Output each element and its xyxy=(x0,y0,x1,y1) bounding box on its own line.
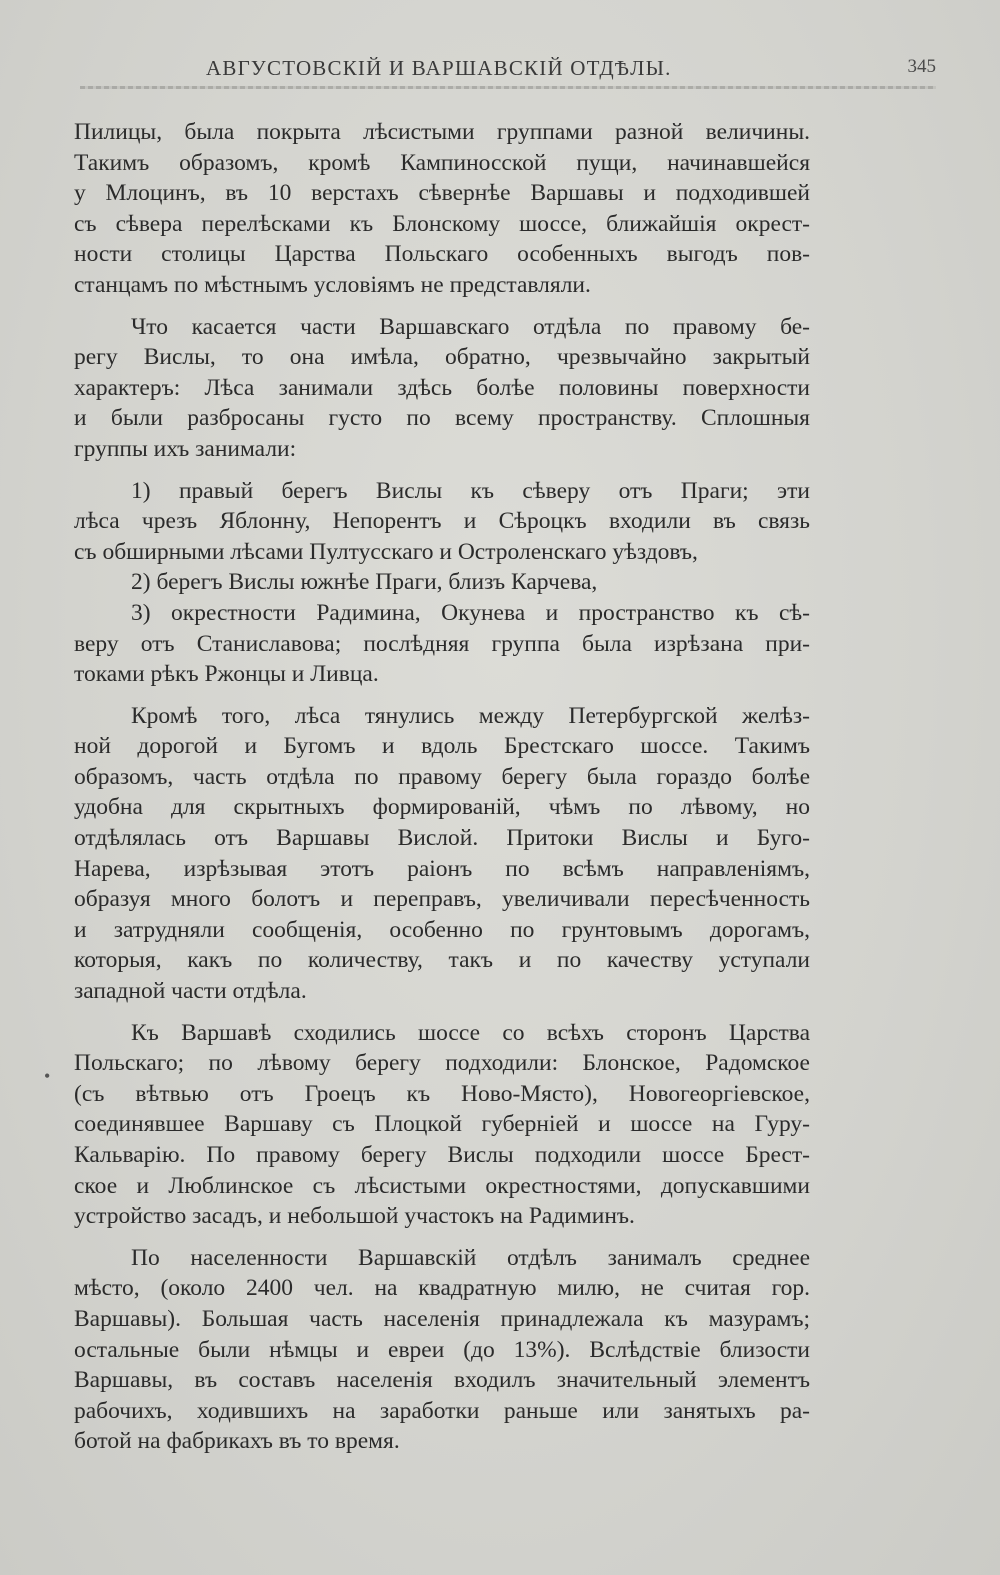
text-line: отдѣлялась отъ Варшавы Вислой. Притоки Вислы и Буго- xyxy=(74,825,810,852)
text-line: у Млоцинъ, въ 10 верстахъ сѣвернѣе Варшавы и подходившей xyxy=(74,180,810,207)
text-line: мѣсто, (около 2400 чел. на квадратную милю, не считая гор. xyxy=(74,1275,810,1302)
text-line: устройство засадъ, и небольшой участокъ на Радиминъ. xyxy=(74,1203,635,1230)
paragraph xyxy=(74,567,810,598)
text-line: и были разбросаны густо по всему пространству. Сплошныя xyxy=(74,405,810,432)
paragraph xyxy=(74,598,810,690)
paragraph-gap xyxy=(74,465,810,476)
text-line: рабочихъ, ходившихъ на заработки раньше или занятыхъ ра- xyxy=(74,1397,810,1424)
paragraph xyxy=(74,476,810,568)
text-line: Варшавы). Большая часть населенія принадлежала къ мазурамъ; xyxy=(74,1305,810,1332)
paragraph-gap xyxy=(74,1232,810,1243)
paragraph xyxy=(74,1018,810,1232)
page-number: 345 xyxy=(907,56,936,77)
text-line: удобна для скрытныхъ формированій, чѣмъ по лѣвому, но xyxy=(74,794,810,821)
text-line: 2) берегъ Вислы южнѣе Праги, близъ Карчева, xyxy=(131,569,598,596)
running-title: АВГУСТОВСКІЙ И ВАРШАВСКІЙ ОТДѢЛЫ. xyxy=(206,56,672,80)
text-line: образомъ, часть отдѣла по правому берегу была гораздо болѣе xyxy=(74,763,810,790)
text-line: Кальварію. По правому берегу Вислы подходили шоссе Брест- xyxy=(74,1142,810,1168)
text-line: Нарева, изрѣзывая этотъ раіонъ по всѣмъ направленіямъ, xyxy=(74,855,810,882)
text-line: которыя, какъ по количеству, такъ и по качеству уступали xyxy=(74,947,810,974)
text-line: остальные были нѣмцы и евреи (до 13%). Вслѣдствіе близости xyxy=(74,1336,810,1363)
text-line: По населенности Варшавскій отдѣлъ занималъ среднее xyxy=(131,1244,810,1271)
text-line: Пилицы, была покрыта лѣсистыми группами разной величины. xyxy=(74,119,810,145)
text-line: Къ Варшавѣ сходились шоссе со всѣхъ сторонъ Царства xyxy=(131,1019,810,1046)
header-rule xyxy=(80,86,936,89)
text-line: ной дорогой и Бугомъ и вдоль Брестскаго шоссе. Такимъ xyxy=(74,733,810,760)
text-line: станцамъ по мѣстнымъ условіямъ не представляли. xyxy=(74,271,591,298)
text-line: лѣса чрезъ Яблонну, Непорентъ и Сѣроцкъ входили въ связь xyxy=(74,508,810,535)
paragraph-gap xyxy=(74,1007,810,1018)
text-line: характеръ: Лѣса занимали здѣсь болѣе половины поверхности xyxy=(74,374,810,401)
text-line: (съ вѣтвью отъ Гроецъ къ Ново-Място), Новогеоргіевское, xyxy=(74,1080,810,1107)
text-line: Такимъ образомъ, кромѣ Кампиносской пущи, начинавшейся xyxy=(74,149,810,176)
text-line: 3) окрестности Радимина, Окунева и пространство къ сѣ- xyxy=(131,599,810,626)
text-line: ботой на фабрикахъ въ то время. xyxy=(74,1428,400,1455)
text-line: веру отъ Станиславова; послѣдняя группа была изрѣзана при- xyxy=(74,630,810,657)
text-line: соединявшее Варшаву съ Плоцкой губерніей и шоссе на Гуру- xyxy=(74,1111,810,1138)
text-body xyxy=(74,117,810,1457)
paragraph xyxy=(74,1243,810,1457)
paragraph xyxy=(74,701,810,1007)
text-line: регу Вислы, то она имѣла, обратно, чрезвычайно закрытый xyxy=(74,344,810,371)
text-line: и затрудняли сообщенія, особенно по грунтовымъ дорогамъ, xyxy=(74,916,810,943)
text-line: съ сѣвера перелѣсками къ Блонскому шоссе, ближайшія окрест- xyxy=(74,210,810,237)
text-line: 1) правый берегъ Вислы къ сѣверу отъ Праги; эти xyxy=(131,477,810,504)
text-line: съ обширными лѣсами Пултусскаго и Остроленскаго уѣздовъ, xyxy=(74,538,698,565)
paragraph-gap xyxy=(74,690,810,701)
margin-mark: • xyxy=(44,1066,51,1086)
text-line: Что касается части Варшавскаго отдѣла по правому бе- xyxy=(131,313,810,340)
text-line: ское и Люблинское съ лѣсистыми окрестностями, допускавшими xyxy=(74,1172,810,1199)
paragraph xyxy=(74,117,810,301)
paragraph xyxy=(74,312,810,465)
text-line: западной части отдѣла. xyxy=(74,978,307,1005)
text-line: Варшавы, въ составъ населенія входилъ значительный элементъ xyxy=(74,1367,810,1394)
text-line: ности столицы Царства Польскаго особенныхъ выгодъ пов- xyxy=(74,241,810,268)
text-line: токами рѣкъ Ржонцы и Ливца. xyxy=(74,661,379,688)
text-line: группы ихъ занимали: xyxy=(74,435,297,462)
text-line: образуя много болотъ и переправъ, увеличивали пересѣченность xyxy=(74,886,810,913)
running-head xyxy=(80,56,936,88)
text-line: Кромѣ того, лѣса тянулись между Петербургской желѣз- xyxy=(131,702,810,729)
paragraph-gap xyxy=(74,301,810,312)
text-line: Польскаго; по лѣвому берегу подходили: Блонское, Радомское xyxy=(74,1050,810,1077)
